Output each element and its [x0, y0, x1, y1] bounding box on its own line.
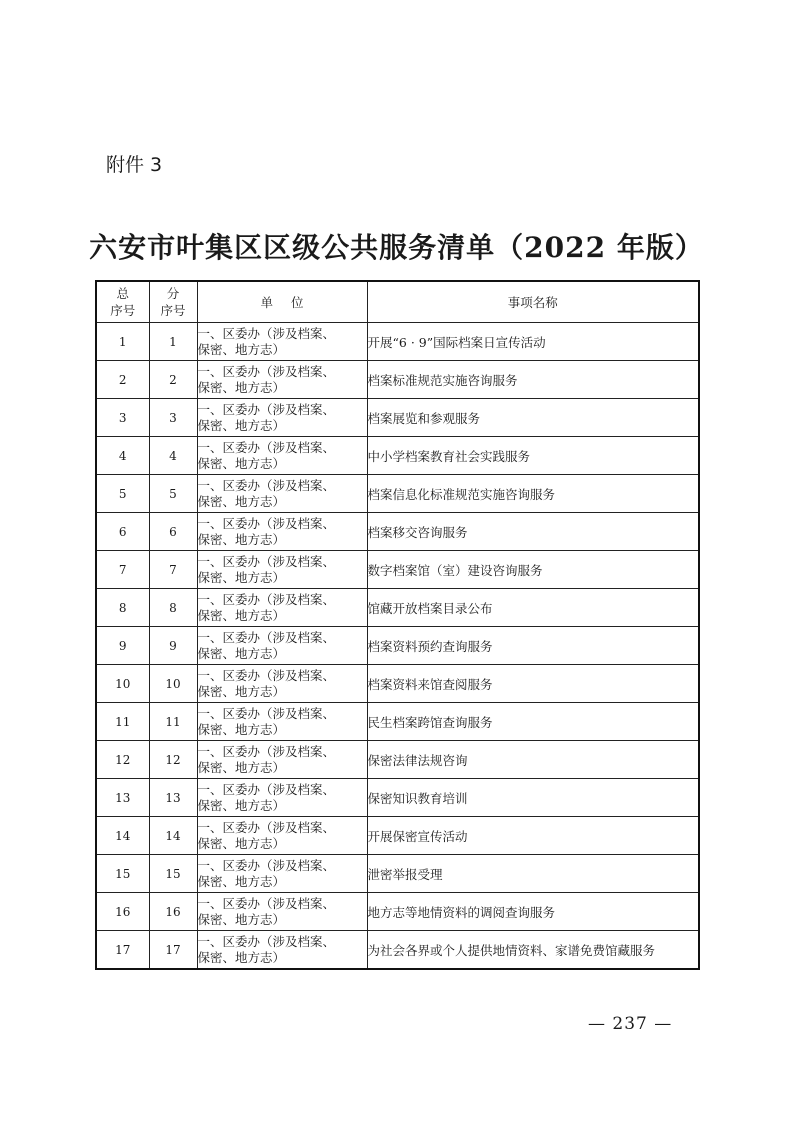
- total-number-cell: 10: [96, 665, 149, 703]
- table-row: [96, 323, 699, 361]
- unit-line1: 一、区委办（涉及档案、: [197, 667, 336, 683]
- total-number-cell: 9: [96, 627, 149, 665]
- item-name-cell: 档案信息化标准规范实施咨询服务: [367, 475, 699, 513]
- sub-number-cell: 15: [149, 855, 197, 893]
- sub-number-cell: 3: [149, 399, 197, 437]
- total-number-cell: 13: [96, 779, 149, 817]
- sub-number-cell: 12: [149, 741, 197, 779]
- unit-cell: [197, 361, 367, 399]
- unit-cell: [197, 475, 367, 513]
- unit-line1: 一、区委办（涉及档案、: [197, 743, 336, 759]
- unit-line2: 保密、地方志）: [197, 531, 286, 547]
- unit-line2: 保密、地方志）: [197, 417, 286, 433]
- service-list-table: [95, 280, 700, 970]
- unit-line2: 保密、地方志）: [197, 721, 286, 737]
- item-name-cell: 开展保密宣传活动: [367, 817, 699, 855]
- unit-line2: 保密、地方志）: [197, 493, 286, 509]
- sub-number-cell: 13: [149, 779, 197, 817]
- item-name-cell: 保密知识教育培训: [367, 779, 699, 817]
- sub-number-cell: 17: [149, 931, 197, 970]
- unit-cell: [197, 589, 367, 627]
- unit-line1: 一、区委办（涉及档案、: [197, 857, 336, 873]
- table-row: [96, 931, 699, 970]
- total-number-cell: 17: [96, 931, 149, 970]
- sub-number-cell: 10: [149, 665, 197, 703]
- unit-line1: 一、区委办（涉及档案、: [197, 933, 336, 949]
- sub-number-cell: 2: [149, 361, 197, 399]
- sub-number-cell: 6: [149, 513, 197, 551]
- unit-line2: 保密、地方志）: [197, 569, 286, 585]
- page-title: 六安市叶集区区级公共服务清单（2022 年版）: [89, 231, 704, 264]
- unit-line2: 保密、地方志）: [197, 607, 286, 623]
- table-row: [96, 665, 699, 703]
- table-row: [96, 361, 699, 399]
- unit-line1: 一、区委办（涉及档案、: [197, 553, 336, 569]
- item-name-cell: 泄密举报受理: [367, 855, 699, 893]
- table-row: [96, 513, 699, 551]
- header-item-name-label: 事项名称: [507, 294, 558, 310]
- unit-line1: 一、区委办（涉及档案、: [197, 515, 336, 531]
- unit-cell: [197, 855, 367, 893]
- unit-line2: 保密、地方志）: [197, 949, 286, 965]
- unit-line1: 一、区委办（涉及档案、: [197, 705, 336, 721]
- sub-number-cell: 9: [149, 627, 197, 665]
- header-sub-number-line2: 序号: [160, 303, 186, 318]
- sub-number-cell: 14: [149, 817, 197, 855]
- unit-cell: [197, 437, 367, 475]
- item-name-cell: 数字档案馆（室）建设咨询服务: [367, 551, 699, 589]
- table-row: [96, 627, 699, 665]
- item-name-cell: 档案展览和参观服务: [367, 399, 699, 437]
- table-row: [96, 551, 699, 589]
- unit-line1: 一、区委办（涉及档案、: [197, 781, 336, 797]
- total-number-cell: 1: [96, 323, 149, 361]
- unit-cell: [197, 627, 367, 665]
- page-number: — 237 —: [588, 1014, 673, 1034]
- unit-line2: 保密、地方志）: [197, 683, 286, 699]
- total-number-cell: 12: [96, 741, 149, 779]
- item-name-cell: 开展“6 · 9”国际档案日宣传活动: [367, 323, 699, 361]
- total-number-cell: 15: [96, 855, 149, 893]
- total-number-cell: 14: [96, 817, 149, 855]
- total-number-cell: 2: [96, 361, 149, 399]
- total-number-cell: 3: [96, 399, 149, 437]
- sub-number-cell: 8: [149, 589, 197, 627]
- total-number-cell: 8: [96, 589, 149, 627]
- unit-line2: 保密、地方志）: [197, 379, 286, 395]
- sub-number-cell: 1: [149, 323, 197, 361]
- header-item-name: [367, 281, 699, 323]
- unit-line1: 一、区委办（涉及档案、: [197, 363, 336, 379]
- unit-line2: 保密、地方志）: [197, 455, 286, 471]
- total-number-cell: 5: [96, 475, 149, 513]
- unit-line1: 一、区委办（涉及档案、: [197, 325, 336, 341]
- total-number-cell: 16: [96, 893, 149, 931]
- unit-line2: 保密、地方志）: [197, 835, 286, 851]
- item-name-cell: 民生档案跨馆查询服务: [367, 703, 699, 741]
- header-total-number-line2: 序号: [110, 303, 136, 318]
- total-number-cell: 6: [96, 513, 149, 551]
- sub-number-cell: 7: [149, 551, 197, 589]
- unit-cell: [197, 665, 367, 703]
- unit-cell: [197, 893, 367, 931]
- header-sub-number: [149, 281, 197, 323]
- unit-cell: [197, 931, 367, 970]
- table-row: [96, 437, 699, 475]
- unit-line1: 一、区委办（涉及档案、: [197, 819, 336, 835]
- table-row: [96, 817, 699, 855]
- table-row: [96, 741, 699, 779]
- attachment-label: 附件 3: [106, 154, 163, 176]
- header-unit-label: 单位: [260, 294, 322, 310]
- header-total-number: [96, 281, 149, 323]
- item-name-cell: 地方志等地情资料的调阅查询服务: [367, 893, 699, 931]
- unit-line2: 保密、地方志）: [197, 645, 286, 661]
- sub-number-cell: 4: [149, 437, 197, 475]
- unit-cell: [197, 779, 367, 817]
- sub-number-cell: 16: [149, 893, 197, 931]
- unit-line1: 一、区委办（涉及档案、: [197, 439, 336, 455]
- unit-cell: [197, 399, 367, 437]
- unit-line1: 一、区委办（涉及档案、: [197, 477, 336, 493]
- item-name-cell: 档案移交咨询服务: [367, 513, 699, 551]
- header-unit: [197, 281, 367, 323]
- item-name-cell: 馆藏开放档案目录公布: [367, 589, 699, 627]
- table-body: [96, 323, 699, 970]
- unit-line2: 保密、地方志）: [197, 911, 286, 927]
- table-row: [96, 589, 699, 627]
- unit-line2: 保密、地方志）: [197, 797, 286, 813]
- unit-cell: [197, 703, 367, 741]
- sub-number-cell: 11: [149, 703, 197, 741]
- item-name-cell: 档案标准规范实施咨询服务: [367, 361, 699, 399]
- header-total-number-line1: 总: [116, 286, 129, 301]
- item-name-cell: 中小学档案教育社会实践服务: [367, 437, 699, 475]
- unit-cell: [197, 513, 367, 551]
- table-row: [96, 893, 699, 931]
- item-name-cell: 档案资料预约查询服务: [367, 627, 699, 665]
- unit-line1: 一、区委办（涉及档案、: [197, 629, 336, 645]
- header-sub-number-line1: 分: [166, 286, 180, 301]
- unit-cell: [197, 323, 367, 361]
- total-number-cell: 4: [96, 437, 149, 475]
- unit-cell: [197, 551, 367, 589]
- item-name-cell: 保密法律法规咨询: [367, 741, 699, 779]
- item-name-cell: 为社会各界或个人提供地情资料、家谱免费馆藏服务: [367, 931, 699, 970]
- total-number-cell: 7: [96, 551, 149, 589]
- table-row: [96, 399, 699, 437]
- total-number-cell: 11: [96, 703, 149, 741]
- unit-line1: 一、区委办（涉及档案、: [197, 895, 336, 911]
- table-row: [96, 779, 699, 817]
- sub-number-cell: 5: [149, 475, 197, 513]
- unit-line2: 保密、地方志）: [197, 873, 286, 889]
- unit-line2: 保密、地方志）: [197, 341, 286, 357]
- unit-cell: [197, 817, 367, 855]
- item-name-cell: 档案资料来馆查阅服务: [367, 665, 699, 703]
- table-header-row: [96, 281, 699, 323]
- table-row: [96, 475, 699, 513]
- unit-line1: 一、区委办（涉及档案、: [197, 591, 336, 607]
- unit-line1: 一、区委办（涉及档案、: [197, 401, 336, 417]
- unit-line2: 保密、地方志）: [197, 759, 286, 775]
- table-row: [96, 703, 699, 741]
- table-row: [96, 855, 699, 893]
- unit-cell: [197, 741, 367, 779]
